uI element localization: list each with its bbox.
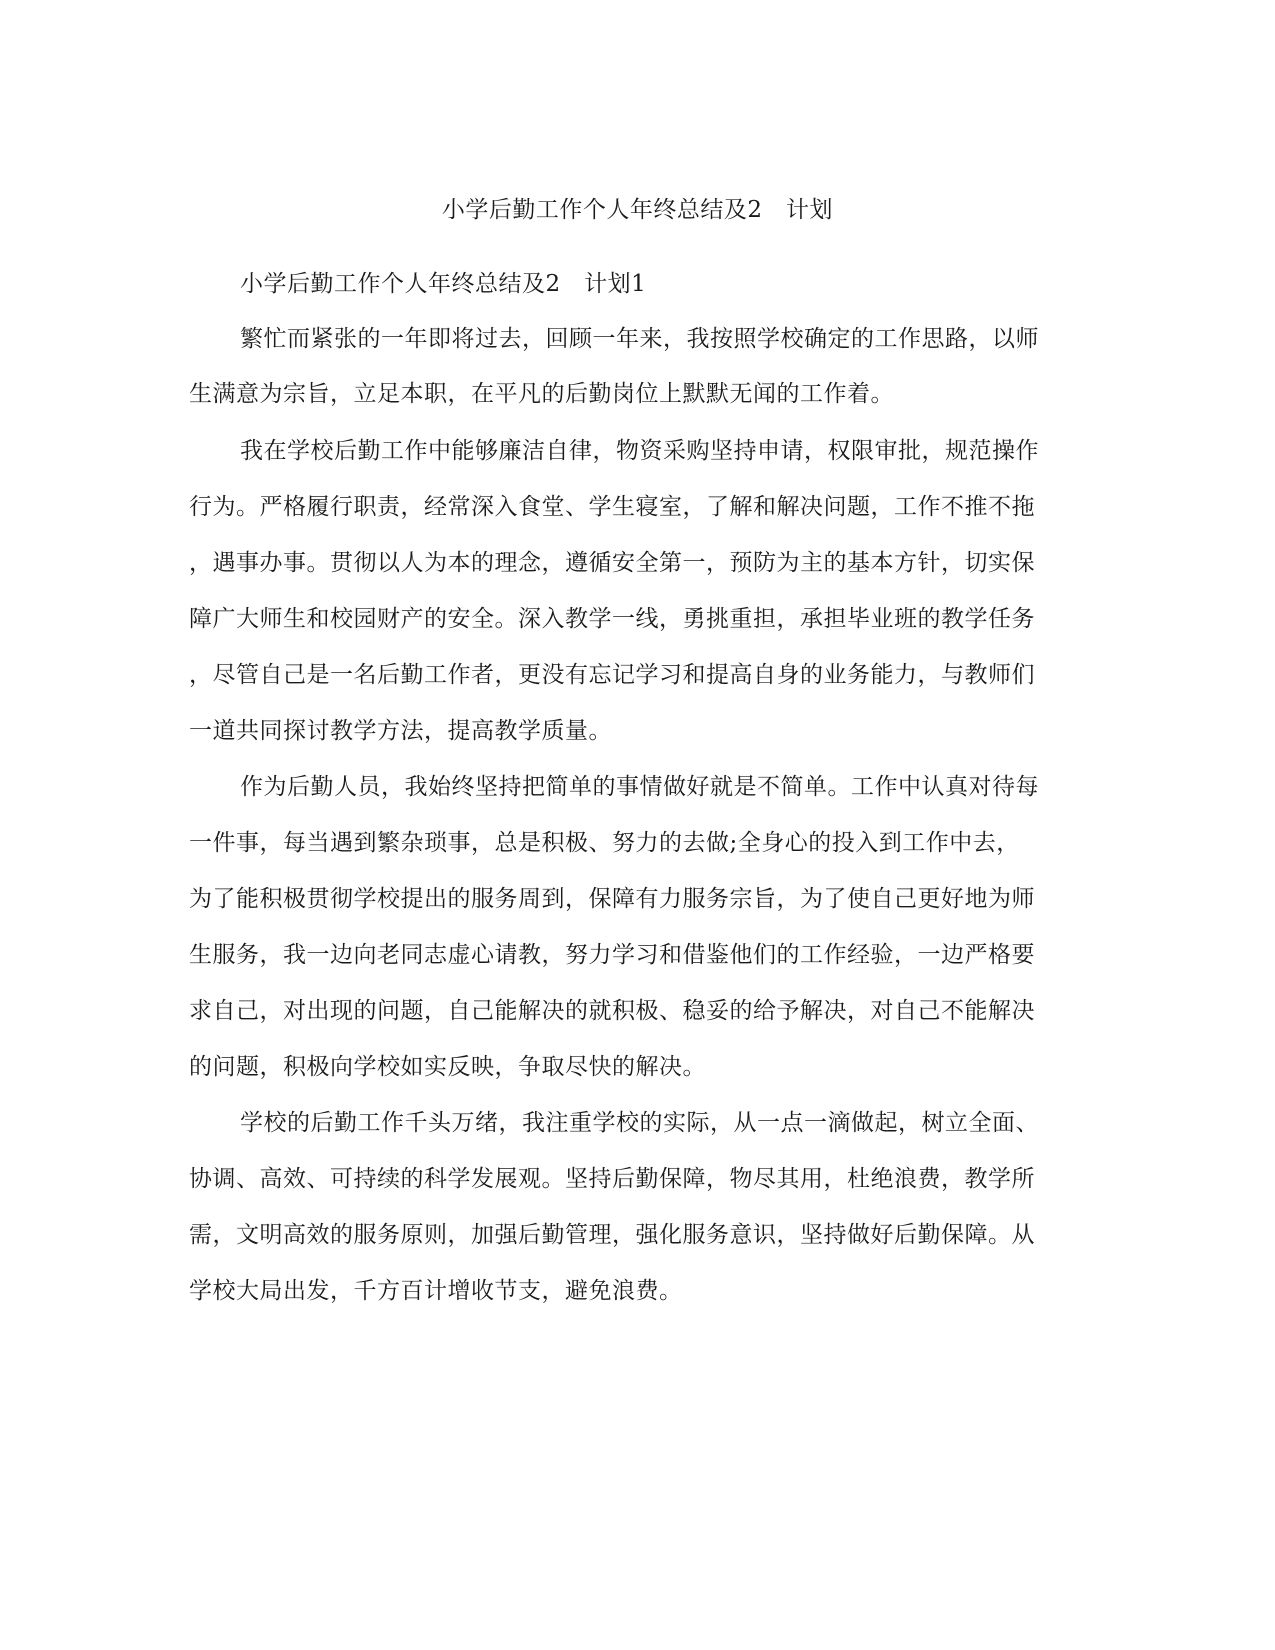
paragraph-line: 生满意为宗旨，立足本职，在平凡的后勤岗位上默默无闻的工作着。	[189, 381, 894, 407]
paragraph-line: 需，文明高效的服务原则，加强后勤管理，强化服务意识，坚持做好后勤保障。从	[189, 1222, 1035, 1248]
paragraph-line: 的问题，积极向学校如实反映，争取尽快的解决。	[189, 1054, 706, 1080]
paragraph-line: 为了能积极贯彻学校提出的服务周到，保障有力服务宗旨，为了使自己更好地为师	[189, 886, 1035, 912]
paragraph-line: ，尽管自己是一名后勤工作者，更没有忘记学习和提高自身的业务能力，与教师们	[189, 662, 1035, 688]
paragraph-line: 生服务，我一边向老同志虚心请教，努力学习和借鉴他们的工作经验，一边严格要	[189, 942, 1035, 968]
paragraph-line: ，遇事办事。贯彻以人为本的理念，遵循安全第一，预防为主的基本方针，切实保	[189, 550, 1035, 576]
paragraph-line: 作为后勤人员，我始终坚持把简单的事情做好就是不简单。工作中认真对待每	[240, 774, 1039, 800]
paragraph-line: 我在学校后勤工作中能够廉洁自律，物资采购坚持申请，权限审批，规范操作	[240, 438, 1039, 464]
paragraph-line: 求自己，对出现的问题，自己能解决的就积极、稳妥的给予解决，对自己不能解决	[189, 998, 1035, 1024]
document-subtitle: 小学后勤工作个人年终总结及2 计划1	[240, 271, 647, 297]
paragraph-line: 障广大师生和校园财产的安全。深入教学一线，勇挑重担，承担毕业班的教学任务	[189, 606, 1035, 632]
paragraph-line: 行为。严格履行职责，经常深入食堂、学生寝室，了解和解决问题，工作不推不拖	[189, 494, 1035, 520]
document-title: 小学后勤工作个人年终总结及2 计划	[441, 197, 834, 223]
paragraph-line: 一件事，每当遇到繁杂琐事，总是积极、努力的去做;全身心的投入到工作中去，	[189, 830, 1020, 856]
paragraph-line: 学校大局出发，千方百计增收节支，避免浪费。	[189, 1278, 683, 1304]
paragraph-line: 协调、高效、可持续的科学发展观。坚持后勤保障，物尽其用，杜绝浪费，教学所	[189, 1166, 1035, 1192]
paragraph-line: 一道共同探讨教学方法，提高教学质量。	[189, 718, 612, 744]
paragraph-line: 繁忙而紧张的一年即将过去，回顾一年来，我按照学校确定的工作思路，以师	[240, 326, 1039, 352]
paragraph-line: 学校的后勤工作千头万绪，我注重学校的实际，从一点一滴做起，树立全面、	[240, 1110, 1039, 1136]
